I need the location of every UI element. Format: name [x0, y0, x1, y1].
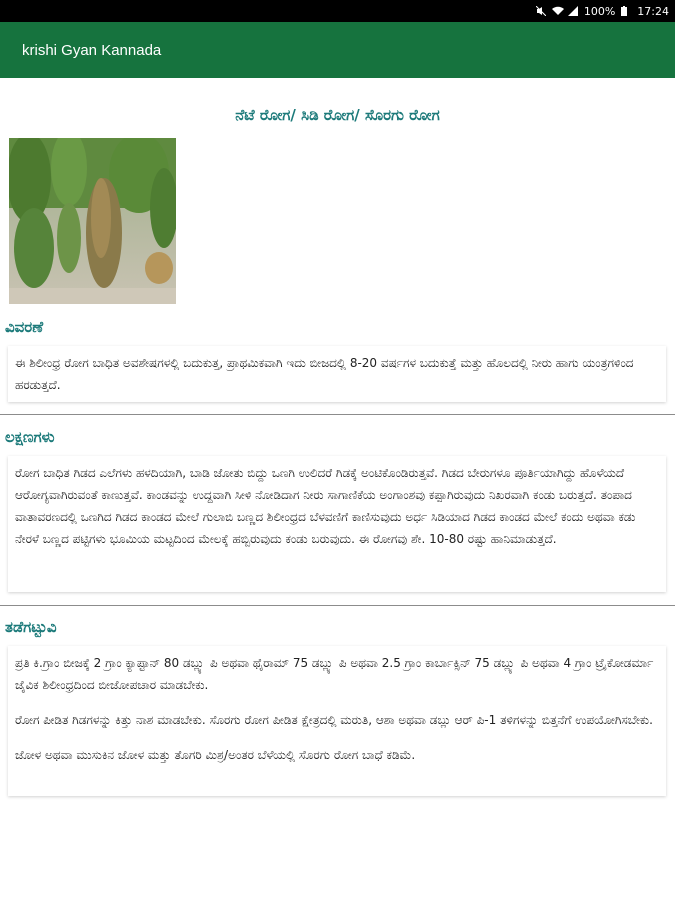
- symptoms-heading: ಲಕ್ಷಣಗಳು: [5, 428, 55, 446]
- status-bar: [0, 0, 675, 22]
- management-card: [8, 646, 666, 796]
- management-text-2: ರೋಗ ಪೀಡಿತ ಗಿಡಗಳನ್ನು ಕಿತ್ತು ನಾಶ ಮಾಡಬೇಕು. ಸೊರಗು ರೋಗ ಪೀಡಿತ ಕ್ಷೇತ್ರದಲ್ಲಿ ಮರುತಿ, ಆಶಾ ಅಥವಾ ಡಬ್ಲು ಆರ್ ಪಿ-1 ತಳಿಗಳನ್ನು ಬಿತ್ತನೆಗೆ ಉಪಯೋಗಿಸಬೇಕು.: [15, 713, 653, 727]
- content: [0, 106, 675, 762]
- management-text-3: ಜೋಳ ಅಥವಾ ಮುಸುಕಿನ ಜೋಳ ಮತ್ತು ತೊಗರಿ ಮಿಶ್ರ/ಅಂತರ ಬೆಳೆಯಲ್ಲಿ ಸೊರಗು ರೋಗ ಬಾಧೆ ಕಡಿಮೆ.: [15, 748, 416, 762]
- management-heading: ತಡೆಗಟ್ಟುವಿ: [5, 618, 57, 636]
- divider: [0, 414, 675, 415]
- signal-icon: [568, 6, 578, 16]
- description-text: ಈ ಶಿಲೀಂಧ್ರ ರೋಗ ಬಾಧಿತ ಅವಶೇಷಗಳಲ್ಲಿ ಬದುಕುತ್ತ, ಪ್ರಾಥಮಿಕವಾಗಿ ಇದು ಬೀಜದಲ್ಲಿ 8-20 ವರ್ಷಗಳ ಬದುಕುತ್ತೆ ಮತ್ತು ಹೊಲದಲ್ಲಿ ನೀರು ಹಾಗು ಯಂತ್ರಗಳಿಂದ ಹರಡುತ್ತದೆ.: [15, 356, 634, 392]
- battery-icon: [621, 6, 631, 16]
- page-title: ನೆಟೆ ರೋಗ/ ಸಿಡಿ ರೋಗ/ ಸೊರಗು ರೋಗ: [235, 106, 440, 124]
- clock: 17:24: [637, 4, 669, 18]
- mute-icon: [536, 6, 546, 16]
- description-heading: ವಿವರಣೆ: [5, 318, 44, 336]
- app-bar: [0, 22, 675, 78]
- wifi-icon: [552, 6, 562, 16]
- app-title: krishi Gyan Kannada: [22, 41, 162, 59]
- symptoms-text: ರೋಗ ಬಾಧಿತ ಗಿಡದ ಎಲೆಗಳು ಹಳದಿಯಾಗಿ, ಬಾಡಿ ಜೋತು ಬಿದ್ದು ಒಣಗಿ ಉಲಿದರೆ ಗಿಡಕ್ಕೆ ಅಂಟಿಕೊಂಡಿರುತ್ತವೆ. ಗಿಡದ ಬೇರುಗಳೂ ಪೂರ್ತಿಯಾಗಿದ್ದು ಹೊಳೆಯದೆ ಆರೋಗ್ಯವಾಗಿರುವಂತೆ ಕಾಣುತ್ತವೆ. ಕಾಂಡವನ್ನು ಉದ್ದವಾಗಿ ಸೀಳಿ ನೋಡಿದಾಗ ನೀರು ಸಾಗಾಣಿಕೆಯ ಅಂಗಾಂಶವು ಕಪ್ಪಾಗಿರುವುದು ನಿಖರವಾಗಿ ಕಂಡು ಬರುತ್ತದೆ. ತಂಪಾದ ವಾತಾವರಣದಲ್ಲಿ ಒಣಗಿದ ಗಿಡದ ಕಾಂಡದ ಮೇಲೆ ಗುಲಾಬಿ ಬಣ್ಣದ ಶಿಲೀಂಧ್ರದ ಬೆಳವಣಿಗೆ ಕಾಣಿಸುವುದು ಅರ್ಧ ಸಿಡಿಯಾದ ಗಿಡದ ಕಾಂಡದ ಮೇಲೆ ಕಂದು ಅಥವಾ ಕಡು ನೇರಳೆ ಬಣ್ಣದ ಪಟ್ಟಿಗಳು ಭೂಮಿಯ ಮಟ್ಟದಿಂದ ಮೇಲಕ್ಕೆ ಹಬ್ಬಿರುವುದು ಕಂಡು ಬರುವುದು. ಈ ರೋಗವು ಶೇ. 10-80 ರಷ್ಟು ಹಾನಿಮಾಡುತ್ತದೆ.: [15, 466, 636, 546]
- description-card: [8, 346, 666, 402]
- divider: [0, 605, 675, 606]
- crop-disease-photo: [9, 138, 176, 304]
- symptoms-card: [8, 456, 666, 592]
- battery-percent: 100%: [583, 4, 616, 18]
- management-text-1: ಪ್ರತಿ ಕಿ.ಗ್ರಾಂ ಬೀಜಕ್ಕೆ 2 ಗ್ರಾಂ ಕ್ಯಾಪ್ಟಾನ್ 80 ಡಬ್ಲ್ಯು ಪಿ ಅಥವಾ ಥೈರಾಮ್ 75 ಡಬ್ಲ್ಯು ಪಿ ಅಥವಾ 2.5 ಗ್ರಾಂ ಕಾರ್ಬಾಕ್ಸಿನ್ 75 ಡಬ್ಲ್ಯು ಪಿ ಅಥವಾ 4 ಗ್ರಾಂ ಟ್ರೈಕೋಡರ್ಮಾ ಜೈವಿಕ ಶಿಲೀಂಧ್ರದಿಂದ ಬೀಜೋಪಚಾರ ಮಾಡಬೇಕು.: [15, 656, 654, 692]
